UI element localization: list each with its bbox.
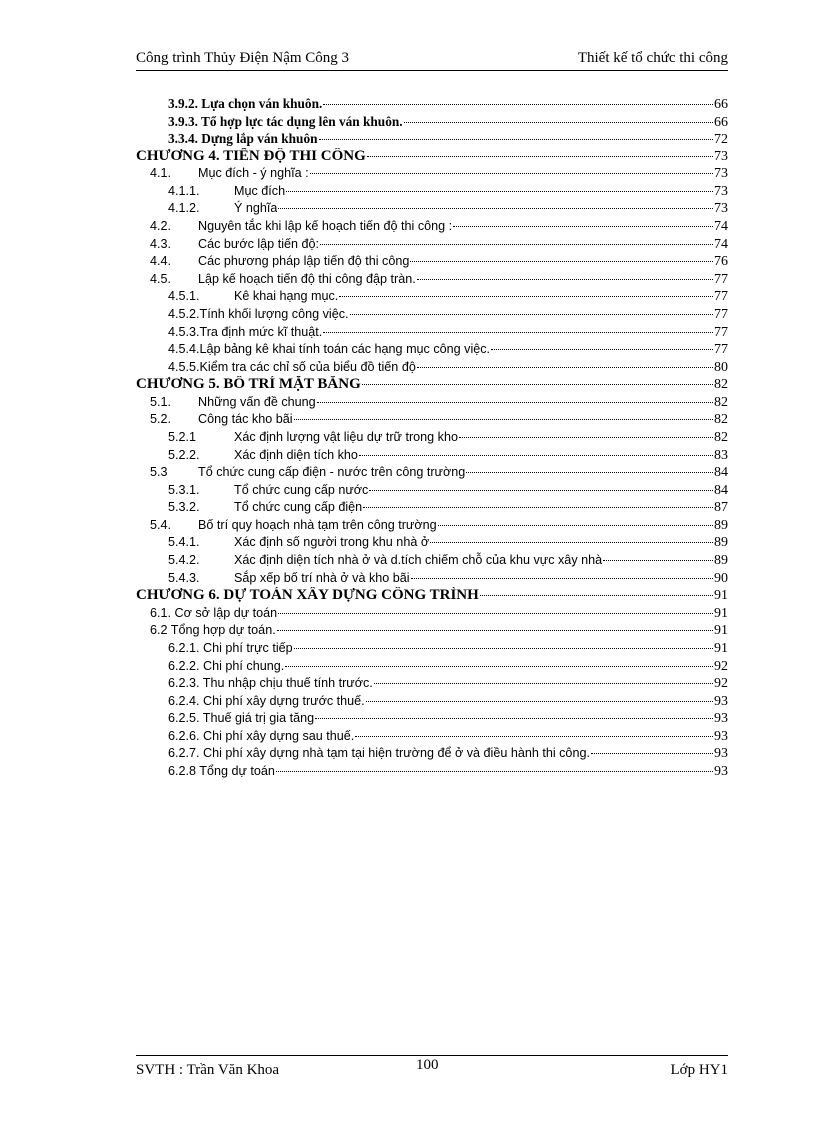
toc-dot-leader — [320, 243, 713, 245]
toc-entry-title: 4.5.3.Tra định mức kĩ thuật. — [168, 324, 323, 339]
toc-dot-leader — [591, 752, 713, 754]
table-of-contents — [136, 95, 728, 781]
toc-page-number: 66 — [714, 114, 728, 130]
toc-entry[interactable] — [136, 763, 728, 781]
toc-page-number: 93 — [714, 728, 728, 744]
toc-entry-title: 3.3.4. Dựng lắp ván khuôn — [168, 131, 318, 147]
toc-entry-title: 6.2.8 Tổng dự toán — [168, 763, 275, 778]
toc-entry[interactable] — [136, 341, 728, 359]
toc-page-number: 90 — [714, 570, 728, 586]
toc-entry[interactable] — [136, 253, 728, 271]
toc-entry[interactable] — [136, 517, 728, 535]
toc-dot-leader — [276, 770, 713, 772]
toc-page-number: 73 — [714, 166, 728, 182]
toc-entry-title: Nguyên tắc khi lập kế hoạch tiến độ thi công : — [198, 219, 453, 234]
toc-entry-title: Bố trí quy hoạch nhà tạm trên công trường — [198, 517, 437, 532]
footer-divider — [136, 1055, 728, 1056]
toc-entry-title: Mục đích — [234, 183, 286, 198]
toc-dot-leader — [491, 348, 713, 350]
toc-entry[interactable] — [136, 130, 728, 148]
toc-entry-title: Công tác kho bãi — [198, 412, 293, 427]
toc-entry-number: 5.3 — [150, 465, 168, 480]
toc-page-number: 80 — [714, 359, 728, 375]
toc-entry-title: Mục đích - ý nghĩa : — [198, 166, 309, 181]
toc-page-number: 92 — [714, 676, 728, 692]
toc-dot-leader — [369, 489, 713, 491]
toc-entry-title: Các bước lập tiến độ: — [198, 236, 319, 251]
toc-page-number: 91 — [714, 623, 728, 639]
toc-entry-title: Ý nghĩa — [234, 201, 278, 216]
toc-page-number: 66 — [714, 97, 728, 112]
toc-dot-leader — [459, 436, 713, 438]
toc-page-number: 89 — [714, 517, 728, 533]
toc-entry[interactable] — [136, 622, 728, 640]
toc-page-number: 91 — [714, 605, 728, 621]
toc-page-number: 91 — [714, 640, 728, 656]
toc-page-number: 83 — [714, 447, 728, 463]
toc-page-number: 77 — [714, 289, 728, 305]
toc-dot-leader — [339, 295, 713, 297]
toc-entry-number: 4.5.1. — [168, 289, 200, 304]
toc-entry[interactable] — [136, 359, 728, 377]
footer-class-name: Lớp HY1 — [670, 1062, 728, 1078]
toc-entry-number: 4.2. — [150, 219, 172, 234]
toc-entry[interactable] — [136, 499, 728, 517]
toc-entry[interactable] — [136, 464, 728, 482]
toc-entry-title: Sắp xếp bố trí nhà ở và kho bãi — [234, 570, 410, 585]
toc-entry-title: 3.9.2. Lựa chọn ván khuôn. — [168, 96, 323, 111]
toc-entry-title: 4.5.2.Tính khối lượng công việc. — [168, 306, 349, 321]
toc-entry[interactable] — [136, 710, 728, 728]
toc-page-number: 77 — [714, 342, 728, 358]
toc-entry-title: Lập kế hoạch tiến độ thi công đập tràn. — [198, 271, 416, 286]
toc-entry[interactable] — [136, 324, 728, 342]
toc-dot-leader — [285, 665, 713, 667]
toc-entry-number: 4.4. — [150, 254, 172, 269]
toc-page-number: 73 — [714, 201, 728, 217]
toc-chapter-entry[interactable] — [136, 376, 728, 394]
toc-page-number: 92 — [714, 658, 728, 674]
toc-page-number: 89 — [714, 535, 728, 551]
toc-page-number: 73 — [714, 148, 728, 164]
toc-page-number: 74 — [714, 219, 728, 235]
toc-page-number: 89 — [714, 553, 728, 569]
toc-page-number: 77 — [714, 271, 728, 287]
toc-page-number: 73 — [714, 183, 728, 199]
header-divider — [136, 70, 728, 71]
toc-entry-title: Kê khai hạng mục. — [234, 289, 339, 304]
toc-dot-leader — [294, 647, 713, 649]
toc-page-number: 84 — [714, 482, 728, 498]
toc-entry-title: 6.2.5. Thuế giá trị gia tăng — [168, 711, 315, 726]
toc-entry-title: Những vấn đề chung — [198, 394, 316, 409]
toc-entry-number: 5.4.1. — [168, 535, 200, 550]
toc-entry-title: CHƯƠNG 4. TIẾN ĐỘ THI CÔNG — [136, 147, 366, 164]
toc-entry[interactable] — [136, 534, 728, 552]
toc-page-number: 93 — [714, 763, 728, 779]
toc-page-number: 76 — [714, 254, 728, 270]
toc-entry-title: 6.2.7. Chi phí xây dựng nhà tạm tại hiện trường để ở và điều hành thi công. — [168, 746, 590, 761]
toc-entry-title: 6.2.4. Chi phí xây dựng trước thuế. — [168, 693, 365, 708]
toc-entry-number: 5.4.3. — [168, 570, 200, 585]
toc-entry[interactable] — [136, 394, 728, 412]
toc-entry[interactable] — [136, 482, 728, 500]
toc-entry-title: 4.5.5.Kiểm tra các chỉ số của biểu đồ tiến độ — [168, 359, 416, 374]
toc-entry-number: 4.1. — [150, 166, 172, 181]
toc-entry[interactable] — [136, 95, 728, 113]
toc-dot-leader — [410, 260, 713, 262]
toc-entry-number: 4.1.1. — [168, 183, 200, 198]
toc-entry-title: CHƯƠNG 6. DỰ TOÁN XÂY DỰNG CÔNG TRÌNH — [136, 587, 479, 604]
toc-page-number: 87 — [714, 500, 728, 516]
toc-page-number: 72 — [714, 132, 728, 148]
toc-dot-leader — [286, 190, 713, 192]
toc-dot-leader — [319, 138, 714, 140]
toc-entry-title: 6.2.2. Chi phí chung. — [168, 658, 285, 673]
toc-dot-leader — [355, 735, 713, 737]
toc-entry[interactable] — [136, 447, 728, 465]
toc-dot-leader — [278, 207, 713, 209]
toc-entry[interactable] — [136, 271, 728, 289]
toc-entry[interactable] — [136, 236, 728, 254]
toc-dot-leader — [315, 717, 713, 719]
toc-entry[interactable] — [136, 745, 728, 763]
toc-entry-number: 4.5. — [150, 271, 172, 286]
toc-chapter-entry[interactable] — [136, 148, 728, 166]
toc-page-number: 82 — [714, 412, 728, 428]
toc-page-number: 84 — [714, 465, 728, 481]
toc-entry-number: 4.3. — [150, 236, 172, 251]
toc-entry-title: Xác định số người trong khu nhà ở — [234, 535, 430, 550]
toc-dot-leader — [310, 172, 713, 174]
toc-dot-leader — [278, 612, 713, 614]
footer-page-number: 100 — [416, 1057, 439, 1073]
toc-entry-number: 5.2. — [150, 412, 172, 427]
toc-dot-leader — [359, 454, 713, 456]
toc-entry-title: 6.2 Tổng hợp dự toán. — [150, 623, 276, 638]
toc-entry[interactable] — [136, 570, 728, 588]
toc-entry-number: 5.2.2. — [168, 447, 200, 462]
toc-dot-leader — [374, 682, 713, 684]
toc-entry-title: 6.2.6. Chi phí xây dựng sau thuế. — [168, 728, 355, 743]
toc-entry[interactable] — [136, 693, 728, 711]
toc-entry-number: 5.4. — [150, 517, 172, 532]
toc-dot-leader — [317, 401, 713, 403]
toc-entry[interactable] — [136, 200, 728, 218]
toc-entry[interactable] — [136, 552, 728, 570]
toc-entry-number: 5.2.1 — [168, 429, 197, 444]
toc-entry[interactable] — [136, 411, 728, 429]
toc-page-number: 93 — [714, 711, 728, 727]
toc-entry[interactable] — [136, 113, 728, 131]
footer-student-name: SVTH : Trần Văn Khoa — [136, 1062, 280, 1078]
toc-dot-leader — [453, 225, 713, 227]
toc-dot-leader — [480, 594, 713, 596]
toc-entry-number: 5.4.2. — [168, 553, 200, 568]
toc-entry-title: Tổ chức cung cấp nước — [234, 482, 369, 497]
header-project-title: Công trình Thủy Điện Nậm Công 3 — [136, 50, 350, 66]
toc-entry-number: 4.1.2. — [168, 201, 200, 216]
toc-entry-number: 5.3.1. — [168, 482, 200, 497]
toc-entry-title: 6.1. Cơ sở lập dự toán — [150, 605, 278, 620]
toc-dot-leader — [366, 700, 713, 702]
toc-dot-leader — [323, 103, 713, 105]
toc-dot-leader — [417, 366, 713, 368]
toc-dot-leader — [367, 155, 713, 157]
toc-entry-number: 5.3.2. — [168, 500, 200, 515]
toc-entry-number: 5.1. — [150, 394, 172, 409]
toc-entry-title: Xác định lượng vật liệu dự trữ trong kho — [234, 429, 458, 444]
toc-dot-leader — [323, 331, 713, 333]
toc-entry[interactable] — [136, 728, 728, 746]
toc-entry-title: CHƯƠNG 5. BỐ TRÍ MẶT BẰNG — [136, 376, 361, 393]
toc-dot-leader — [350, 313, 713, 315]
toc-entry[interactable] — [136, 605, 728, 623]
toc-chapter-entry[interactable] — [136, 587, 728, 605]
toc-entry[interactable] — [136, 288, 728, 306]
header-section-title: Thiết kế tổ chức thi công — [577, 50, 728, 66]
toc-page-number: 93 — [714, 693, 728, 709]
toc-entry[interactable] — [136, 165, 728, 183]
toc-entry[interactable] — [136, 675, 728, 693]
toc-entry[interactable] — [136, 306, 728, 324]
toc-page-number: 91 — [714, 588, 728, 604]
toc-dot-leader — [363, 506, 713, 508]
toc-dot-leader — [411, 577, 713, 579]
toc-entry[interactable] — [136, 183, 728, 201]
toc-entry-title: 6.2.3. Thu nhập chịu thuế tính trước. — [168, 676, 373, 691]
toc-page-number: 77 — [714, 324, 728, 340]
toc-page-number: 93 — [714, 746, 728, 762]
toc-entry[interactable] — [136, 429, 728, 447]
toc-page-number: 82 — [714, 429, 728, 445]
toc-page-number: 77 — [714, 306, 728, 322]
toc-page-number: 82 — [714, 394, 728, 410]
toc-dot-leader — [466, 471, 713, 473]
toc-dot-leader — [294, 418, 713, 420]
toc-dot-leader — [438, 524, 713, 526]
toc-entry-title: Tổ chức cung cấp điện - nước trên công trường — [198, 465, 466, 480]
toc-dot-leader — [417, 278, 713, 280]
toc-entry-title: Xác định diện tích kho — [234, 447, 358, 462]
toc-entry-title: Tổ chức cung cấp điện — [234, 500, 363, 515]
toc-page-number: 82 — [714, 377, 728, 393]
toc-entry-title: 3.9.3. Tổ hợp lực tác dụng lên ván khuôn. — [168, 113, 403, 129]
toc-entry[interactable] — [136, 658, 728, 676]
toc-entry-title: 6.2.1. Chi phí trực tiếp — [168, 640, 293, 655]
toc-dot-leader — [603, 559, 713, 561]
toc-entry-title: 4.5.4.Lập bảng kê khai tính toán các hạng mục công việc. — [168, 342, 491, 357]
toc-entry-title: Xác định diện tích nhà ở và d.tích chiếm chỗ của khu vực xây nhà — [234, 553, 603, 568]
toc-dot-leader — [404, 121, 713, 123]
toc-dot-leader — [430, 541, 713, 543]
toc-entry-title: Các phương pháp lập tiến độ thi công — [198, 254, 410, 269]
toc-dot-leader — [362, 383, 713, 385]
toc-dot-leader — [277, 629, 713, 631]
toc-entry[interactable] — [136, 640, 728, 658]
toc-page-number: 74 — [714, 236, 728, 252]
toc-entry[interactable] — [136, 218, 728, 236]
